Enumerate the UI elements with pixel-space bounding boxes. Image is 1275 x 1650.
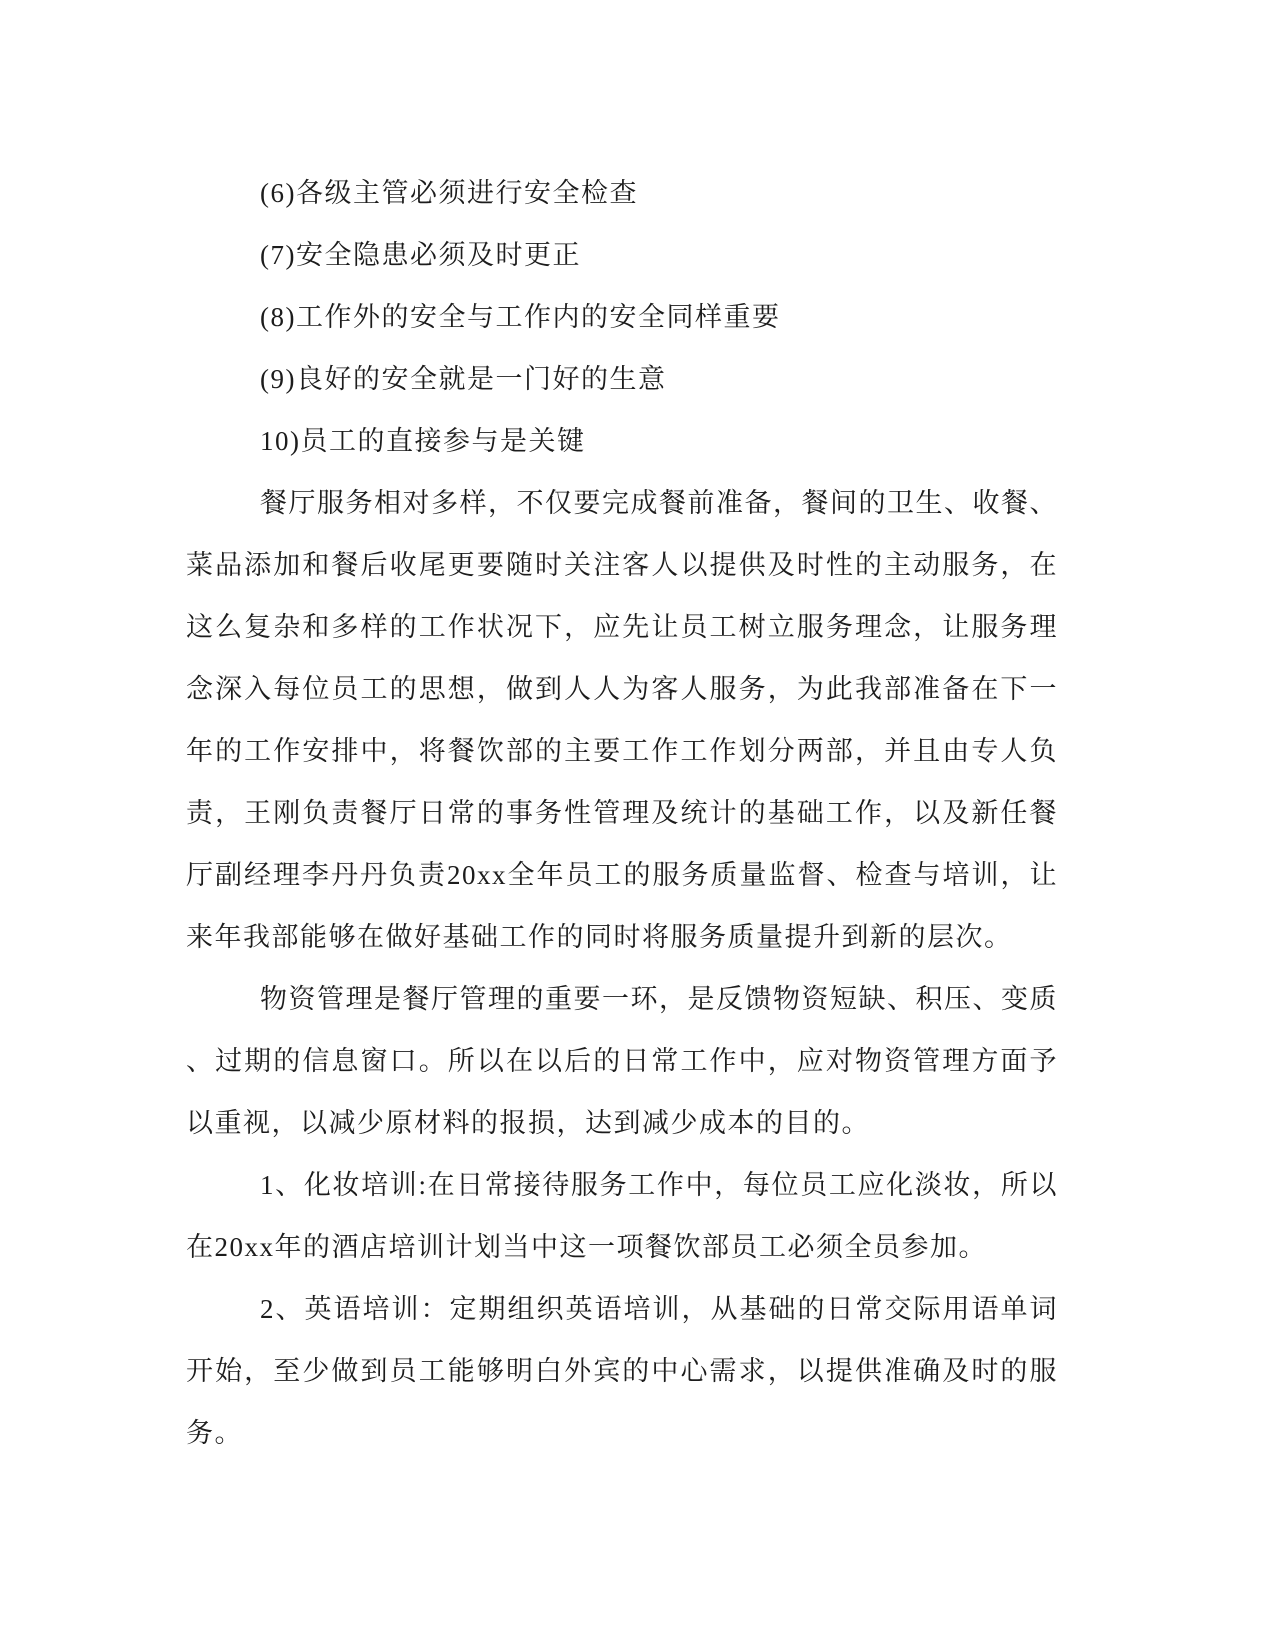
text-line: 这么复杂和多样的工作状况下，应先让员工树立服务理念，让服务理 xyxy=(186,612,1058,642)
text-line: 10)员工的直接参与是关键 xyxy=(260,426,586,456)
text-line: 来年我部能够在做好基础工作的同时将服务质量提升到新的层次。 xyxy=(186,922,1013,952)
text-line: 、过期的信息窗口。所以在以后的日常工作中，应对物资管理方面予 xyxy=(186,1046,1058,1076)
text-line: 务。 xyxy=(186,1418,243,1448)
document-body xyxy=(186,162,1058,1464)
text-line: 餐厅服务相对多样，不仅要完成餐前准备，餐间的卫生、收餐、 xyxy=(260,488,1058,518)
text-line: (6)各级主管必须进行安全检查 xyxy=(260,178,638,208)
text-line: 念深入每位员工的思想，做到人人为客人服务，为此我部准备在下一 xyxy=(186,674,1058,704)
text-line: 责，王刚负责餐厅日常的事务性管理及统计的基础工作，以及新任餐 xyxy=(186,798,1058,828)
text-line: 菜品添加和餐后收尾更要随时关注客人以提供及时性的主动服务，在 xyxy=(186,550,1058,580)
text-line: (8)工作外的安全与工作内的安全同样重要 xyxy=(260,302,781,332)
text-line: 在20xx年的酒店培训计划当中这一项餐饮部员工必须全员参加。 xyxy=(186,1232,987,1262)
text-line: 年的工作安排中，将餐饮部的主要工作工作划分两部，并且由专人负 xyxy=(186,736,1058,766)
text-line: 1、化妆培训:在日常接待服务工作中，每位员工应化淡妆，所以 xyxy=(260,1170,1058,1200)
text-line: (9)良好的安全就是一门好的生意 xyxy=(260,364,667,394)
text-line: (7)安全隐患必须及时更正 xyxy=(260,240,581,270)
text-line: 2、英语培训：定期组织英语培训，从基础的日常交际用语单词 xyxy=(260,1294,1058,1324)
text-line: 以重视，以减少原材料的报损，达到减少成本的目的。 xyxy=(186,1108,870,1138)
text-line: 开始，至少做到员工能够明白外宾的中心需求，以提供准确及时的服 xyxy=(186,1356,1058,1386)
text-line: 厅副经理李丹丹负责20xx全年员工的服务质量监督、检查与培训，让 xyxy=(186,860,1058,890)
text-line: 物资管理是餐厅管理的重要一环，是反馈物资短缺、积压、变质 xyxy=(260,984,1058,1014)
